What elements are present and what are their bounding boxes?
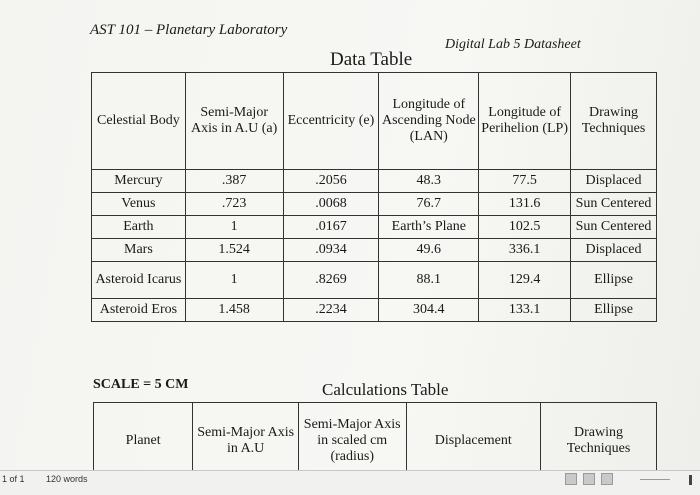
calc-table-title: Calculations Table — [322, 380, 449, 399]
cell[interactable]: .0068 — [283, 193, 379, 216]
cell[interactable]: Displaced — [571, 239, 657, 262]
cell[interactable]: 1 — [185, 216, 283, 239]
table-row — [92, 170, 657, 193]
cell[interactable]: .2234 — [283, 299, 379, 322]
col-drawing-techniques: Drawing Techniques — [571, 73, 657, 170]
col-celestial-body: Celestial Body — [92, 73, 186, 170]
lab-title: Digital Lab 5 Datasheet — [445, 37, 581, 52]
cell[interactable]: .387 — [185, 170, 283, 193]
cell[interactable]: .2056 — [283, 170, 379, 193]
cell[interactable]: 304.4 — [379, 299, 479, 322]
cell[interactable]: Displaced — [571, 170, 657, 193]
cell[interactable]: 88.1 — [379, 262, 479, 299]
cell[interactable]: Earth — [92, 216, 186, 239]
data-table — [91, 72, 657, 322]
table-row — [92, 299, 657, 322]
course-title: AST 101 – Planetary Laboratory — [90, 22, 288, 38]
table-row — [92, 239, 657, 262]
cell[interactable]: 1 — [185, 262, 283, 299]
calculations-table — [93, 402, 657, 479]
focus-icon[interactable] — [565, 473, 577, 485]
cell[interactable]: 1.458 — [185, 299, 283, 322]
cell[interactable]: .0934 — [283, 239, 379, 262]
cell[interactable]: 102.5 — [479, 216, 571, 239]
cell[interactable]: 129.4 — [479, 262, 571, 299]
word-count[interactable]: 120 words — [46, 474, 88, 484]
cell[interactable]: Mars — [92, 239, 186, 262]
print-layout-icon[interactable] — [583, 473, 595, 485]
col-semi-major-axis: Semi-Major Axis in A.U (a) — [185, 73, 283, 170]
web-layout-icon[interactable] — [601, 473, 613, 485]
col-lp: Longitude of Perihelion (LP) — [479, 73, 571, 170]
cell[interactable]: Venus — [92, 193, 186, 216]
cell[interactable]: Sun Centered — [571, 193, 657, 216]
cell[interactable]: 77.5 — [479, 170, 571, 193]
cell[interactable]: Asteroid Icarus — [92, 262, 186, 299]
col-semi-major-au: Semi-Major Axis in A.U — [193, 403, 299, 479]
cell[interactable]: Ellipse — [571, 262, 657, 299]
data-table-title: Data Table — [330, 49, 413, 70]
page-count[interactable]: 1 of 1 — [2, 474, 25, 484]
cell[interactable]: .723 — [185, 193, 283, 216]
cell[interactable]: Sun Centered — [571, 216, 657, 239]
status-bar — [0, 470, 700, 495]
cell[interactable]: Ellipse — [571, 299, 657, 322]
col-planet: Planet — [94, 403, 193, 479]
zoom-slider[interactable] — [640, 479, 670, 480]
table-row — [92, 262, 657, 299]
cell[interactable]: Asteroid Eros — [92, 299, 186, 322]
cell[interactable]: Mercury — [92, 170, 186, 193]
table-row — [92, 216, 657, 239]
col-displacement: Displacement — [406, 403, 541, 479]
cell[interactable]: 336.1 — [479, 239, 571, 262]
col-drawing-techniques: Drawing Techniques — [541, 403, 657, 479]
cell[interactable]: Earth’s Plane — [379, 216, 479, 239]
cell[interactable]: 1.524 — [185, 239, 283, 262]
cell[interactable]: .0167 — [283, 216, 379, 239]
cell[interactable]: 133.1 — [479, 299, 571, 322]
col-semi-major-scaled: Semi-Major Axis in scaled cm (radius) — [298, 403, 406, 479]
cell[interactable]: 131.6 — [479, 193, 571, 216]
table-row — [92, 193, 657, 216]
cell[interactable]: 48.3 — [379, 170, 479, 193]
zoom-slider-handle[interactable] — [689, 475, 692, 485]
cell[interactable]: .8269 — [283, 262, 379, 299]
scale-label: SCALE = 5 CM — [93, 377, 189, 392]
col-lan: Longitude of Ascending Node (LAN) — [379, 73, 479, 170]
cell[interactable]: 76.7 — [379, 193, 479, 216]
view-tools — [565, 473, 619, 487]
cell[interactable]: 49.6 — [379, 239, 479, 262]
col-eccentricity: Eccentricity (e) — [283, 73, 379, 170]
